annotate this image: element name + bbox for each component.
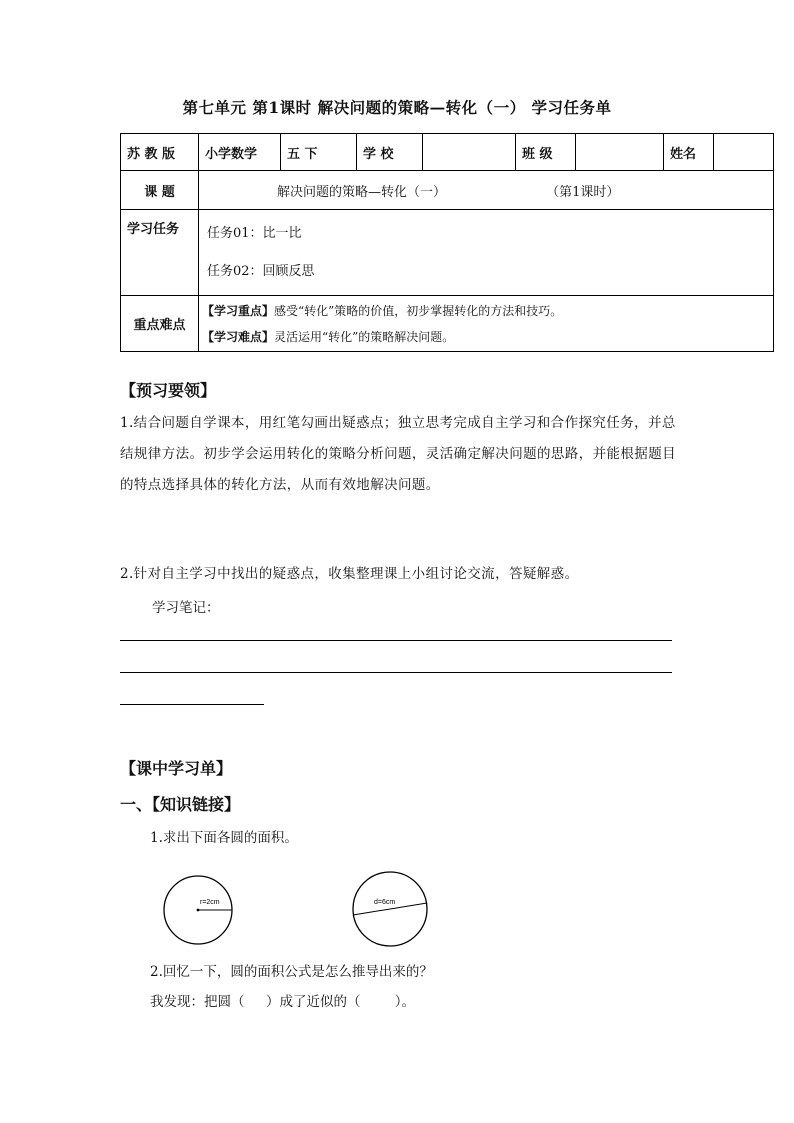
cell-subject: 小学数学 [199,134,281,171]
focus-diff-text: 灵活运用“转化”的策略解决问题。 [274,329,455,344]
task-1: 任务01：比一比 [207,225,302,241]
cell-class-label: 班 级 [516,134,576,171]
cell-name-value[interactable] [714,134,774,171]
section-knowledge-link: 一、【知识链接】 [120,795,241,814]
focus-key-tag: 【学习重点】 [202,303,275,318]
notes-label: 学习笔记： [152,600,220,616]
cell-grade: 五 下 [281,134,357,171]
circle-diameter-figure [348,868,432,950]
preview-item-2: 2.针对自主学习中找出的疑惑点，收集整理课上小组讨论交流，答疑解惑。 [120,566,579,582]
focus-difficulty [202,327,767,347]
table-row-focus [121,296,774,352]
table-row-topic [121,171,774,210]
focus-key-text: 感受“转化”策略的价值，初步掌握转化的方法和技巧。 [274,303,563,318]
task-2: 任务02：回顾反思 [207,263,315,279]
cell-name-label: 姓名 [664,134,714,171]
focus-diff-tag: 【学习难点】 [202,329,275,344]
cell-class-value[interactable] [576,134,664,171]
topic-text: 解决问题的策略—转化（一） [277,184,447,200]
question-2: 2.回忆一下，圆的面积公式是怎么推导出来的？ [150,964,433,980]
inclass-heading: 【课中学习单】 [120,759,233,778]
info-table [120,133,774,352]
cell-topic-label: 课 题 [121,171,199,210]
question-1: 1.求出下面各圆的面积。 [150,830,298,846]
cell-focus [199,296,774,352]
table-row-header [121,134,774,171]
cell-school-label: 学 校 [357,134,423,171]
notes-line-2[interactable] [120,672,672,673]
preview-item-1: 1.结合问题自学课本，用红笔勾画出疑惑点；独立思考完成自主学习和合作探究任务，并总结规律方法。初步学会运用转化的策略分析问题，灵活确定解决问题的思路，并能根据题目的特点选择具体的转化方法，从而有效地解决问题。 [120,415,676,493]
cell-tasks-label: 学习任务 [121,210,199,296]
cell-tasks [199,210,774,296]
notes-line-3[interactable] [120,704,264,705]
circle-radius-figure [160,872,236,948]
cell-topic-value [199,171,774,210]
focus-key [202,301,767,321]
table-row-tasks [121,210,774,296]
circle-1-center [197,909,200,912]
topic-period: （第1课时） [546,184,620,200]
cell-focus-label: 重点难点 [121,296,199,352]
preview-heading: 【预习要领】 [120,381,217,400]
discovery-prompt[interactable]: 我发现：把圆（ ）成了近似的（ ）。 [150,994,416,1010]
cell-edition: 苏 教 版 [121,134,199,171]
page-title: 第七单元 第1课时 解决问题的策略—转化（一） 学习任务单 [182,98,612,117]
cell-school-value[interactable] [423,134,516,171]
notes-line-1[interactable] [120,640,672,641]
circle-2-label: d=6cm [374,899,396,906]
circle-1-label: r=2cm [200,899,220,906]
